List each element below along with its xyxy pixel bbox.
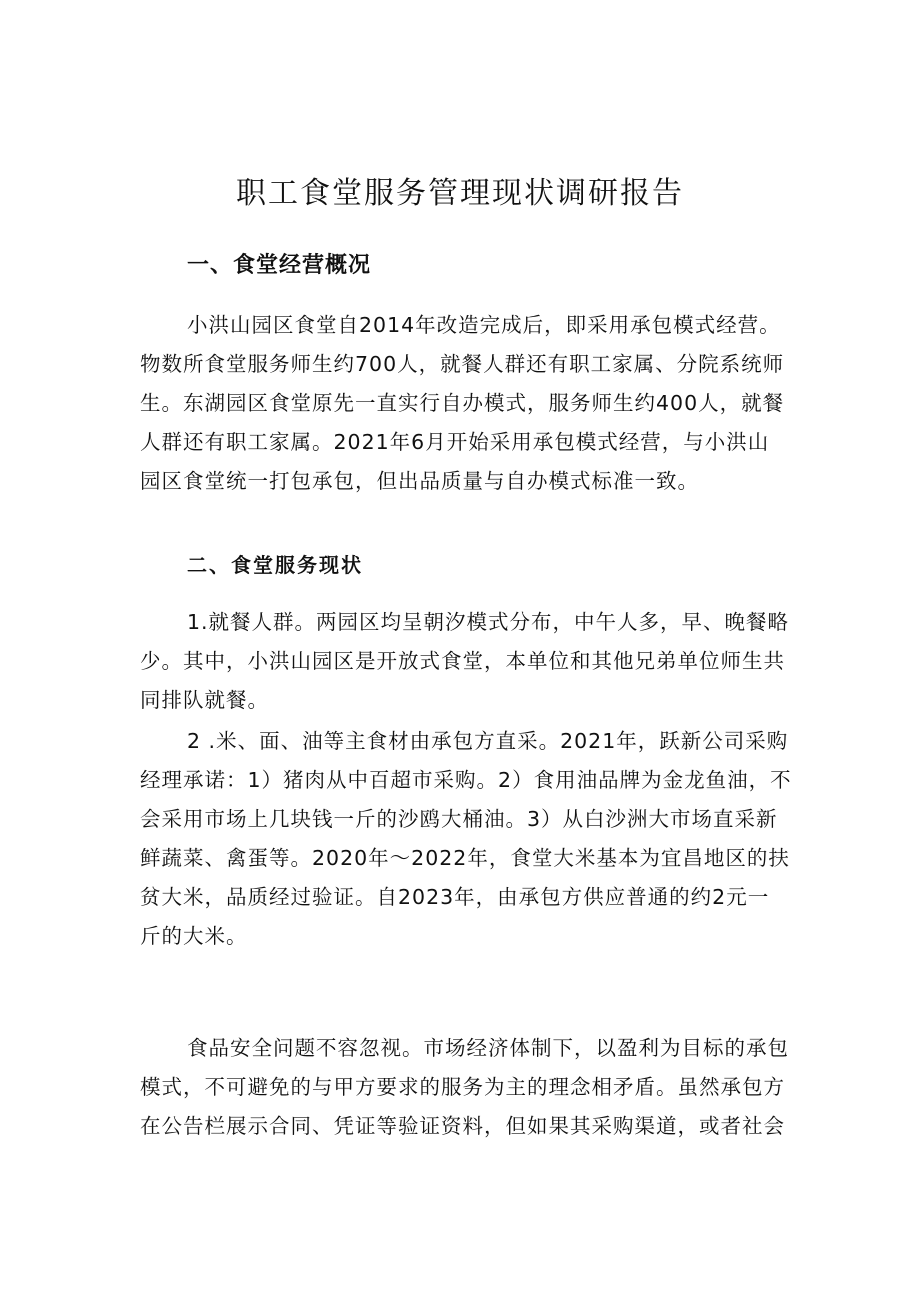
paragraph-line: 贫大米，品质经过验证。自2023年，由承包方供应普通的约2元一 (140, 885, 770, 909)
paragraph-line: 食品安全问题不容忽视。市场经济体制下，以盈利为目标的承包 (187, 1036, 789, 1060)
paragraph-line: 生。东湖园区食堂原先一直实行自办模式，服务师生约400人，就餐 (140, 391, 785, 415)
paragraph-line: 园区食堂统一打包承包，但出品质量与自办模式标准一致。 (140, 469, 699, 493)
paragraph-line: 小洪山园区食堂自2014年改造完成后，即采用承包模式经营。 (187, 313, 781, 337)
paragraph-line: 物数所食堂服务师生约700人，就餐人群还有职工家属、分院系统师 (140, 352, 785, 376)
paragraph-line: 在公告栏展示合同、凭证等验证资料，但如果其采购渠道，或者社会 (140, 1114, 785, 1138)
paragraph-line: 模式，不可避免的与甲方要求的服务为主的理念相矛盾。虽然承包方 (140, 1075, 785, 1099)
paragraph-line: 同排队就餐。 (140, 688, 269, 712)
paragraph-2 (140, 603, 790, 720)
paragraph-3 (140, 722, 792, 956)
paragraph-line: 人群还有职工家属。2021年6月开始采用承包模式经营，与小洪山 (140, 430, 770, 454)
paragraph-line: 1.就餐人群。两园区均呈朝汐模式分布，中午人多，早、晚餐略 (187, 610, 790, 634)
paragraph-line: 2 .米、面、油等主食材由承包方直采。2021年，跃新公司采购 (187, 729, 789, 753)
paragraph-line: 斤的大米。 (140, 924, 248, 948)
paragraph-1 (140, 306, 785, 501)
section-heading-1: 一、食堂经营概况 (187, 253, 372, 278)
document-title: 职工食堂服务管理现状调研报告 (236, 176, 684, 211)
paragraph-4 (140, 1029, 789, 1146)
paragraph-line: 鲜蔬菜、禽蛋等。2020年～2022年，食堂大米基本为宜昌地区的扶 (140, 846, 790, 870)
section-heading-2: 二、食堂服务现状 (187, 553, 363, 577)
paragraph-line: 经理承诺：1）猪肉从中百超市采购。2）食用油品牌为金龙鱼油，不 (140, 768, 792, 792)
paragraph-line: 会采用市场上几块钱一斤的沙鸥大桶油。3）从白沙洲大市场直采新 (140, 807, 778, 831)
paragraph-line: 少。其中，小洪山园区是开放式食堂，本单位和其他兄弟单位师生共 (140, 649, 785, 673)
